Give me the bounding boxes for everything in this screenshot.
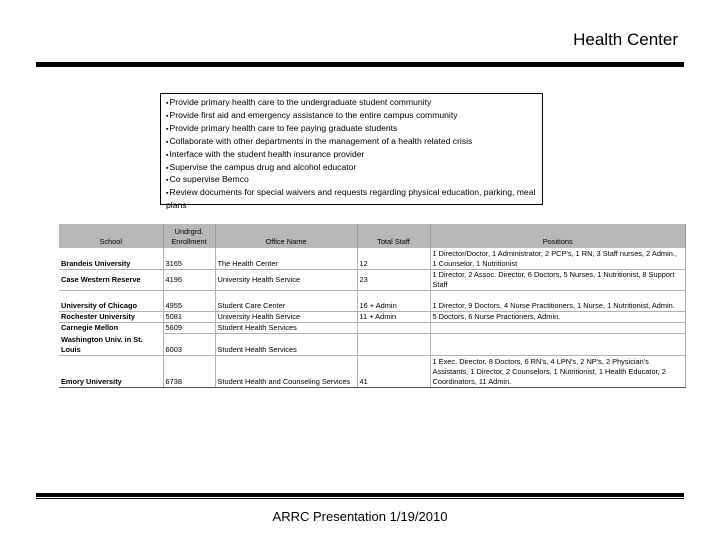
cell-positions: 1 Director, 9 Doctors, 4 Nurse Practitioners, 1 Nurse, 1 Nutritionist, Admin. xyxy=(430,290,686,311)
cell-enrollment: 6738 xyxy=(163,355,215,387)
cell-positions: 1 Director/Doctor, 1 Administrator, 2 PCP's, 1 RN, 3 Staff nurses, 2 Admin., 1 Counselor, 1 Nutritionist xyxy=(430,248,686,269)
comparison-table xyxy=(59,224,686,388)
header-enrollment-line2: Enrollment xyxy=(171,237,207,246)
responsibility-item: ▪ Co supervise Bemco xyxy=(166,174,542,187)
header-enrollment-line1: Undrgrd. xyxy=(174,227,204,236)
table-row xyxy=(59,333,686,355)
cell-enrollment: 4955 xyxy=(163,290,215,311)
cell-enrollment: 5609 xyxy=(163,322,215,333)
responsibility-item: ▪ Interface with the student health insurance provider xyxy=(166,149,542,162)
cell-school: Rochester University xyxy=(59,311,163,322)
cell-staff: 23 xyxy=(357,269,430,290)
cell-staff: 41 xyxy=(357,355,430,387)
cell-office: Student Care Center xyxy=(215,290,357,311)
cell-positions xyxy=(430,322,686,333)
footer-divider xyxy=(36,493,684,497)
cell-positions: 1 Director, 2 Assoc. Director, 6 Doctors, 5 Nurses, 1 Nutritionist, 8 Support Staff xyxy=(430,269,686,290)
comparison-table-wrapper xyxy=(59,224,686,388)
cell-staff: 16 + Admin xyxy=(357,290,430,311)
header-staff: Total Staff xyxy=(357,224,430,248)
header-school: School xyxy=(59,224,163,248)
cell-enrollment: 5081 xyxy=(163,311,215,322)
cell-school: University of Chicago xyxy=(59,290,163,311)
cell-staff: 11 + Admin xyxy=(357,311,430,322)
title-divider xyxy=(36,62,684,67)
responsibility-item: ▪ Provide primary health care to fee paying graduate students xyxy=(166,123,542,136)
cell-school: Case Western Reserve xyxy=(59,269,163,290)
cell-staff xyxy=(357,333,430,355)
table-row xyxy=(59,248,686,269)
header-positions: Positions xyxy=(430,224,686,248)
cell-office: University Health Service xyxy=(215,269,357,290)
responsibilities-box xyxy=(160,93,543,211)
cell-office: University Health Service xyxy=(215,311,357,322)
cell-positions: 1 Exec. Director, 8 Doctors, 6 RN's, 4 LPN's, 2 NP's, 2 Physician's Assistants, 1 Director, 2 Counselors, 1 Nutritionist, 1 Health Educator, 2 Coordinators, 11 Admin. xyxy=(430,355,686,387)
cell-positions: 5 Doctors, 6 Nurse Practioners, Admin. xyxy=(430,311,686,322)
header-enrollment xyxy=(163,224,215,248)
responsibility-item: ▪ Review documents for special waivers and requests regarding physical education, parking, meal plans xyxy=(166,187,542,212)
table-row xyxy=(59,269,686,290)
cell-enrollment: 3165 xyxy=(163,248,215,269)
responsibility-item: ▪ Collaborate with other departments in the management of a health related crisis xyxy=(166,136,542,149)
cell-office: Student Health and Counseling Services xyxy=(215,355,357,387)
cell-office: Student Health Services xyxy=(215,333,357,355)
slide-footer: ARRC Presentation 1/19/2010 xyxy=(272,509,448,524)
cell-staff: 12 xyxy=(357,248,430,269)
table-row xyxy=(59,322,686,333)
header-office: Office Name xyxy=(215,224,357,248)
responsibility-item: ▪ Provide primary health care to the undergraduate student community xyxy=(166,97,542,110)
cell-office: The Health Center xyxy=(215,248,357,269)
responsibility-item: ▪ Supervise the campus drug and alcohol educator xyxy=(166,162,542,175)
cell-school: Washington Univ. in St. Louis xyxy=(59,333,163,355)
table-header-row xyxy=(59,224,686,248)
cell-positions xyxy=(430,333,686,355)
responsibilities-list xyxy=(166,97,542,212)
cell-enrollment: 4196 xyxy=(163,269,215,290)
footer-divider-thin xyxy=(36,498,684,499)
slide-title: Health Center xyxy=(573,30,678,49)
cell-school: Emory University xyxy=(59,355,163,387)
responsibility-item: ▪ Provide first aid and emergency assistance to the entire campus community xyxy=(166,110,542,123)
cell-school: Carnegie Mellon xyxy=(59,322,163,333)
cell-enrollment: 6003 xyxy=(163,333,215,355)
table-row xyxy=(59,311,686,322)
table-row xyxy=(59,290,686,311)
table-row xyxy=(59,355,686,387)
cell-office: Student Health Services xyxy=(215,322,357,333)
cell-school: Brandeis University xyxy=(59,248,163,269)
cell-staff xyxy=(357,322,430,333)
